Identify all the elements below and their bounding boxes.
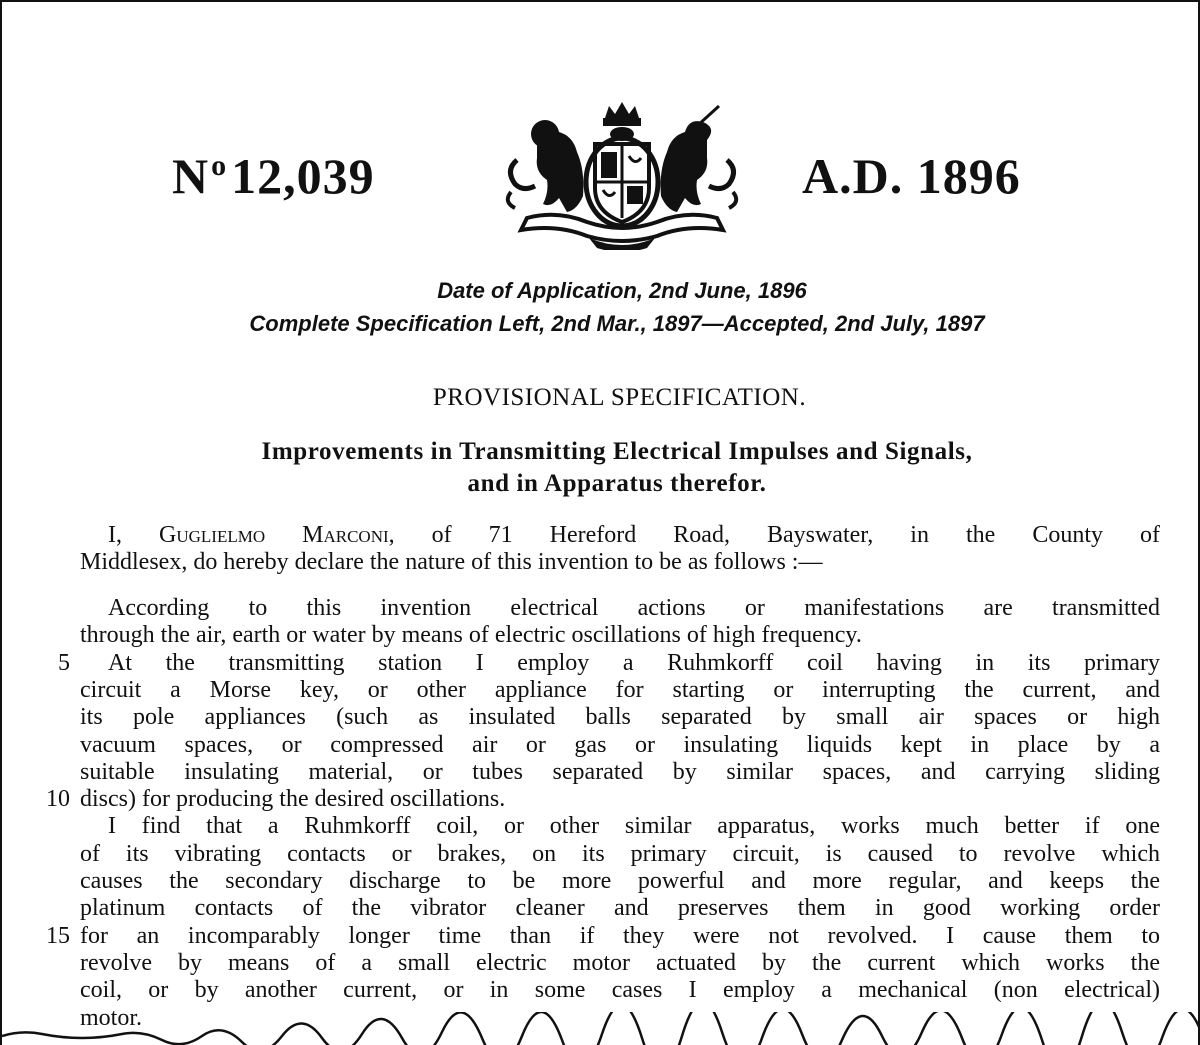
complete-specification-date: Complete Specification Left, 2nd Mar., 1897—Accepted, 2nd July, 1897 xyxy=(249,311,985,336)
text-line: of its vibrating contacts or brakes, on its primary circuit, is caused to revolve which xyxy=(80,841,1160,867)
text-line: discs) for producing the desired oscillations. xyxy=(80,786,506,812)
text-line: revolve by means of a small electric motor actuated by the current which works the xyxy=(80,950,1160,976)
application-date: Date of Application, 2nd June, 1896 xyxy=(437,278,807,303)
royal-coat-of-arms-icon xyxy=(497,100,747,250)
patent-title-line-2: and in Apparatus therefor. xyxy=(467,470,767,497)
text-line: At the transmitting station I employ a Ruhmkorff coil having in its primary xyxy=(108,650,1160,676)
patent-title-line-1: Improvements in Transmitting Electrical Impulses and Signals, xyxy=(261,438,973,465)
text-line: through the air, earth or water by means of electric oscillations of high frequency. xyxy=(80,622,862,648)
line-number: 15 xyxy=(46,923,70,949)
text-line: motor. xyxy=(80,1005,143,1031)
line-number: 10 xyxy=(46,786,70,812)
text-line: for an incomparably longer time than if they were not revolved. I cause them to xyxy=(80,923,1160,949)
text-line: I find that a Ruhmkorff coil, or other similar apparatus, works much better if one xyxy=(108,813,1160,839)
text-line: causes the secondary discharge to be more powerful and more regular, and keeps the xyxy=(80,868,1160,894)
inventor-name: Guglielmo Marconi xyxy=(159,522,389,548)
line-number: 5 xyxy=(58,650,70,676)
text-line: According to this invention electrical actions or manifestations are transmitted xyxy=(108,595,1160,621)
text-line: coil, or by another current, or in some cases I employ a mechanical (non electrical) xyxy=(80,977,1160,1003)
text-line: suitable insulating material, or tubes separated by similar spaces, and carrying sliding xyxy=(80,759,1160,785)
patent-year: A.D. 1896 xyxy=(802,148,1021,204)
text-line: its pole appliances (such as insulated balls separated by small air spaces or high xyxy=(80,704,1160,730)
patent-number: $N^o12,039$ xyxy=(172,148,375,204)
intro-line-1: I, Guglielmo Marconi, of 71 Hereford Road, Bayswater, in the County of xyxy=(108,522,1161,548)
specification-heading: PROVISIONAL SPECIFICATION. xyxy=(432,384,807,411)
intro-line-2: Middlesex, do hereby declare the nature of this invention to be as follows :— xyxy=(80,549,823,575)
text-line: platinum contacts of the vibrator cleaner and preserves them in good working order xyxy=(80,895,1160,921)
text-line: vacuum spaces, or compressed air or gas or insulating liquids kept in place by a xyxy=(80,732,1160,758)
text-line: circuit a Morse key, or other appliance for starting or interrupting the current, and xyxy=(80,677,1160,703)
torn-page-edge xyxy=(2,1012,1200,1045)
